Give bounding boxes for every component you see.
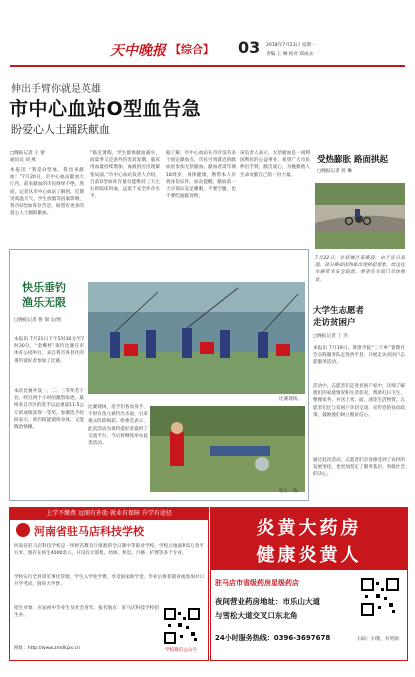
- school-ad-banner: [10, 520, 208, 540]
- students-p1: 本报讯 7月19日，黄淮学院“三下乡”暑期社会实践服务队走进西平县，开展走访贫困户志愿服务活动。: [313, 346, 405, 366]
- masthead-section: 【综合】: [170, 43, 214, 56]
- heat-headline: 受热膨胀 路面拱起: [317, 155, 388, 165]
- lead-col1: 本报讯 “我是O型血，我也来献血！”7月20日，市中心血站献血大厅内，前来献血的市民络绎不绝。然而，记者从市中心血站了解到，近期受高温天气、学生放假等因素影响，我市O型血库存告急，盼望有更多的爱心人士踊跃献血。: [10, 168, 84, 217]
- masthead-date: 2018年7月23日 星期一: [266, 43, 316, 48]
- lead-kicker: 伸出手臂你就是英雄: [11, 84, 101, 95]
- fishing-byline: □晚报记者 鲁 瑞 文/图: [14, 318, 62, 323]
- lead-deck: 盼爱心人士踊跃献血: [11, 123, 110, 136]
- students-p3: 通过此次活动，志愿者们亲身感受到了农村的发展变化，也更加坚定了服务基层、奉献社会的决心。: [313, 458, 405, 478]
- fishing-photo-main-graphic: [88, 282, 305, 394]
- fishing-col2: 比赛现场，选手们各显身手，不时有鱼儿被钓出水面，引来观众阵阵喝彩。组委会表示，此次活动为垂钓爱好者提供了交流平台，今后将继续举办此类活动。: [88, 405, 148, 447]
- masthead-rule: [10, 65, 405, 67]
- pharmacy-qr-graphic: [361, 578, 399, 616]
- fishing-headline: 快乐垂钓 渔乐无限: [22, 281, 66, 309]
- heat-byline: □晚报记者 蒋 琳: [317, 169, 352, 174]
- pharmacy-banner: [211, 508, 407, 570]
- fishing-photo-main-caption: 比赛现场。: [279, 397, 302, 402]
- page-number: 03: [238, 38, 261, 57]
- pharmacy-qr-label: 扫码：扫我，有奖励: [357, 637, 399, 642]
- masthead-logo: 天中晚报: [110, 43, 166, 59]
- school-ad-topline: 上学不缴费 远图有补助 就业有保障 升学有途径: [46, 510, 172, 517]
- fishing-photo-second-graphic: [150, 406, 305, 492]
- lead-col4: 该负责人表示，无偿献血是一项利国利民的公益事业，希望广大市民伸出手臂，献出爱心，为挽救他人生命贡献自己的一份力量。: [240, 151, 310, 178]
- pharmacy-qr-code: [361, 578, 399, 616]
- school-ad-p3: 招生对象：应届初中毕业生及社会青年。报名地点：驻马店科技学校招生办。: [14, 606, 159, 619]
- school-ad-title: 河南省驻马店科技学校: [34, 525, 144, 538]
- school-ad-topbar: [10, 508, 208, 520]
- lead-byline: □晚报记者 王 蕾 通讯员 刘 燕: [10, 151, 45, 164]
- students-byline: □晚报记者 丁 杰: [313, 334, 348, 339]
- heat-photo: [315, 183, 405, 249]
- school-ad-p2: 学校实行全封闭军事化管理，学生入学免学费，享受国家助学金，毕业后推荐就业或参加对口升学考试，圆你大学梦。: [14, 575, 204, 588]
- pharmacy-line2: 健康炎黄人: [256, 545, 362, 566]
- lead-col3: 据了解，市中心血站在市区设有多个固定献血点，市民可到就近的献血屋参加无偿献血。献血者需年满18周岁，身体健康，携带本人有效身份证件。血站提醒，献血前一天应保证充足睡眠，不要空腹，也不要吃油腻食物。: [166, 151, 236, 200]
- school-ad-p1: 河南省驻马店科技学校是一所经省教育厅批准的全日制中等职业学校，学校占地面积5万余平方米，现有在校生4000余人，开设有计算机、幼师、机电、汽修、护理等多个专业。: [14, 544, 204, 557]
- pharmacy-store: 夜间营业药房地址：市乐山大道: [215, 597, 320, 606]
- heat-photo-graphic: [315, 183, 405, 249]
- masthead: [10, 36, 405, 70]
- pharmacy-ad: [210, 507, 408, 661]
- school-ad-website: 网址：http://www.zmdkjzx.cn: [14, 646, 80, 651]
- students-headline: 大学生志愿者 走访贫困户: [313, 306, 365, 328]
- school-qr-code: [164, 608, 200, 644]
- school-qr-graphic: [164, 608, 200, 644]
- pharmacy-hotline: 24小时服务热线：0396-3697678: [215, 634, 331, 642]
- masthead-editor: 责编 王 琳 校对 郑成永: [266, 52, 314, 57]
- lead-headline: 市中心血站O型血告急: [9, 98, 202, 120]
- fishing-col1: 本报讯 7月21日下午5时30分至7时30分，“金鹰杯”垂钓比赛在市体育公园举行，来自我市各县区的垂钓爱好者参加了比赛。: [14, 337, 84, 364]
- fishing-photo-second-caption: 钓上一条。: [279, 489, 302, 494]
- school-qr-label: 学校微信公众号: [164, 648, 198, 653]
- students-p2: 活动中，志愿者们走进贫困户家中，详细了解他们的家庭情况和生活状况，帮助打扫卫生、整理家务，并送上米、面、油等生活物资。志愿者们还与贫困户亲切交谈，宣传党的扶贫政策，鼓励他们树立脱贫信心。: [313, 384, 405, 418]
- lead-col2: “临近暑假，学生群体献血减少，而夏季又是意外伤害高发期，临床用血量持续增加，血液供应出现紧张局面。”市中心血站负责人介绍，目前O型血库存量仅能维持三天左右的临床用血，远低于安全库存水平。: [90, 151, 160, 200]
- fishing-col1b: 本次比赛共设一、二、三等奖若干名。经过两个小时的激烈角逐，最终来自市区的选手以总重量11.5公斤的成绩获得一等奖。参赛选手纷纷表示，垂钓既能锻炼身体，又能陶冶情操。: [14, 389, 84, 431]
- pharmacy-store2: 与雪松大道交叉口东北角: [215, 611, 298, 620]
- fishing-photo-second: [150, 406, 305, 492]
- pharmacy-slogan: 驻马店市省级药房星级药店: [215, 579, 299, 587]
- school-ad: [9, 507, 209, 661]
- pharmacy-line1: 炎黄大药房: [256, 518, 362, 539]
- fishing-photo-main: [88, 282, 305, 394]
- heat-caption: 7月22日，在驿城区某路段，由于连日高温，部分路面因热胀出现拱起现象，给过往车辆带来安全隐患。希望有关部门尽快修复。: [315, 256, 405, 283]
- school-logo-icon: [16, 523, 30, 537]
